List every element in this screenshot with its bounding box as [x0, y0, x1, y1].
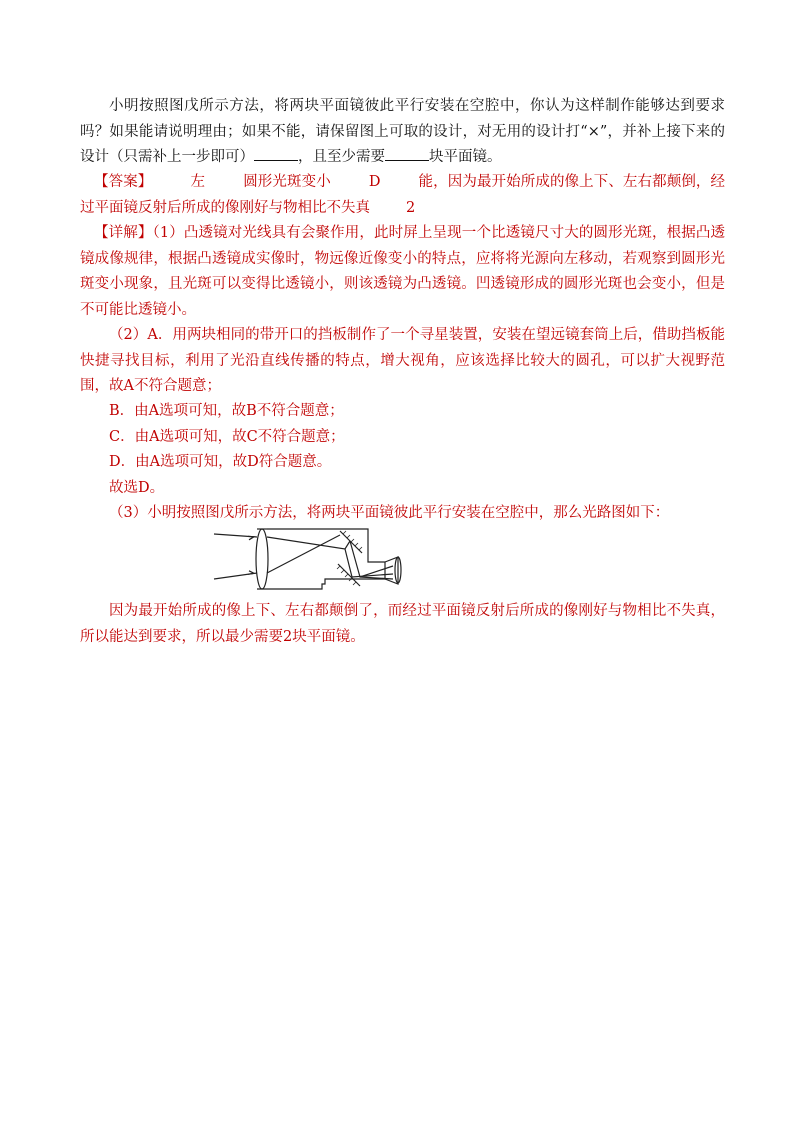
question-text: 小明按照图戊所示方法，将两块平面镜彼此平行安装在空腔中，你认为这样制作能够达到要求吗？如果能请说明理由；如果不能，请保留图上可取的设计，对无用的设计打“×”，并补上接下来的设计（只需补上一步即可） — [80, 98, 725, 165]
detail-option-d: D．由A选项可知，故D符合题意。 — [109, 454, 332, 470]
answer-value-5: 2 — [406, 199, 416, 216]
question-text-mid: ，且至少需要 — [298, 149, 385, 165]
detail-option-b: B．由A选项可知，故B不符合题意； — [109, 403, 344, 419]
question-text-end: 块平面镜。 — [429, 149, 502, 165]
detail-choice: 故选D。 — [109, 480, 165, 496]
detail-text-1: （1）凸透镜对光线具有会聚作用，此时屏上呈现一个比透镜尺寸大的圆形光斑，根据凸透镜成像规律，根据凸透镜成实像时，物远像近像变小的特点，应将将光源向左移动，若观察到圆形光斑变小现象，且光斑可以变得比透镜小，则该透镜为凸透镜。凹透镜形成的圆形光斑也会变小，但是不可能比透镜小。 — [80, 225, 725, 318]
answer-value-2: 圆形光斑变小 — [243, 174, 331, 190]
detail-option-c: C．由A选项可知，故C不符合题意； — [109, 429, 345, 445]
answer-label: 【答案】 — [94, 174, 153, 190]
detail-paragraph-2: （2）A．用两块相同的带开口的挡板制作了一个寻星装置，安装在望远镜套筒上后，借助挡板能快捷寻找目标，利用了光沿直线传播的特点，增大视角，应该选择比较大的圆孔，可以扩大视野范围，故A不符合题意； — [80, 327, 725, 394]
detail-paragraph-3: （3）小明按照图戊所示方法，将两块平面镜彼此平行安装在空腔中，那么光路图如下： — [109, 505, 670, 521]
detail-paragraph-1 — [80, 221, 725, 323]
light-path-diagram — [210, 519, 425, 591]
question-paragraph — [80, 94, 725, 171]
detail-label: 【详解】 — [94, 225, 153, 241]
answer-value-1: 左 — [190, 174, 206, 190]
answer-value-3: D — [368, 174, 381, 190]
answer-paragraph — [80, 170, 725, 221]
answer-blank-1 — [254, 145, 298, 161]
conclusion-paragraph: 因为最开始所成的像上下、左右都颠倒了，而经过平面镜反射后所成的像刚好与物相比不失真，所以能达到要求，所以最少需要2块平面镜。 — [80, 603, 725, 645]
answer-value-4: 能，因为最开始所成的像上下、左右都颠倒，经过平面镜反射后所成的像刚好与物相比不失真 — [80, 174, 726, 216]
objective-lens — [256, 529, 268, 589]
answer-blank-2 — [385, 145, 429, 161]
